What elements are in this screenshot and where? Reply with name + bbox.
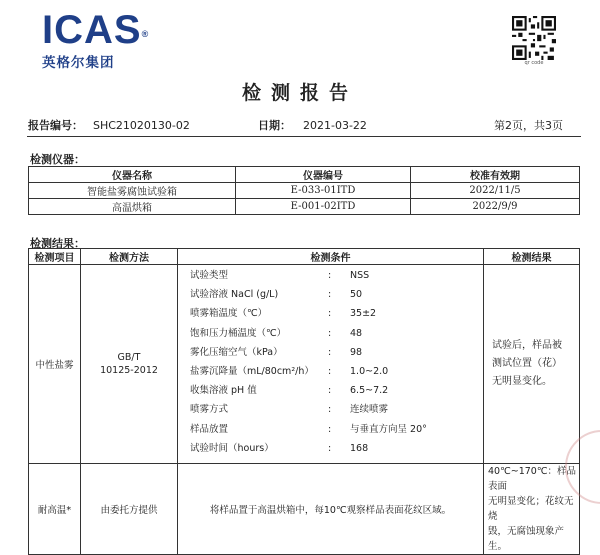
condition-label: 样品放置 [190, 423, 229, 435]
test-item-salt-spray: 中性盐雾 [29, 265, 81, 464]
test-condition-high-temp: 将样品置于高温烘箱中，每10℃观察样品表面花纹区域。 [178, 464, 484, 555]
condition-label: 雾化压缩空气（kPa） [190, 346, 283, 358]
column-header: 仪器编号 [236, 167, 411, 183]
condition-label: 试验溶液 NaCl (g/L) [190, 289, 279, 301]
table-row [29, 199, 580, 215]
condition-colon: : [328, 442, 332, 454]
table-row [29, 265, 580, 464]
condition-colon: : [328, 423, 332, 435]
condition-label: 饱和压力桶温度（℃） [190, 327, 287, 339]
test-conditions [178, 265, 484, 464]
condition-colon: : [328, 327, 332, 339]
condition-value: 连续喷雾 [350, 404, 389, 416]
test-item-high-temp: 耐高温* [29, 464, 81, 555]
condition-colon: : [328, 289, 332, 301]
condition-value: 35±2 [350, 308, 377, 320]
table-cell: 智能盐雾腐蚀试验箱 [29, 183, 236, 199]
page-title: 检测报告 [241, 82, 358, 104]
column-header: 仪器名称 [29, 167, 236, 183]
instruments-section-label: 检测仪器： [30, 153, 85, 166]
condition-label: 试验时间（hours） [190, 442, 274, 454]
instruments-table [28, 166, 580, 215]
condition-colon: : [328, 366, 332, 377]
condition-label: 喷雾方式 [190, 404, 229, 416]
column-header: 校准有效期 [411, 167, 580, 183]
column-header: 检测项目 [29, 249, 81, 265]
results-section-label: 检测结果： [30, 237, 85, 250]
table-row [29, 183, 580, 199]
condition-colon: : [328, 346, 332, 358]
condition-label: 喷雾箱温度（℃） [190, 308, 268, 320]
table-cell: 2022/11/5 [411, 183, 580, 199]
table-cell: 高温烘箱 [29, 199, 236, 215]
table-cell: 2022/9/9 [411, 199, 580, 215]
column-header: 检测结果 [484, 249, 580, 265]
condition-value: 与垂直方向呈 20° [350, 423, 427, 435]
column-header: 检测条件 [178, 249, 484, 265]
test-result-high-temp: 40℃~170℃：样品表面 无明显变化；花纹无烧 毁，无腐蚀现象产生。 [484, 464, 580, 555]
table-row [29, 464, 580, 555]
condition-colon: : [328, 385, 332, 397]
qr-code-icon [512, 16, 556, 60]
logo-sub-text: 英格尔集团 [42, 55, 115, 71]
condition-colon: : [328, 270, 332, 281]
test-result-salt-spray: 试验后，样品被测试位置（花）无明显变化。 [484, 265, 580, 464]
report-number: 报告编号： SHC21020130-02 [28, 119, 190, 132]
report-date: 日期： 2021-03-22 [258, 119, 367, 132]
condition-value: 6.5~7.2 [350, 385, 389, 397]
table-cell: E-001-02ITD [236, 199, 411, 215]
column-header: 检测方法 [81, 249, 178, 265]
results-table [28, 248, 580, 555]
table-cell: E-033-01ITD [236, 183, 411, 199]
condition-value: NSS [350, 270, 370, 281]
condition-value: 168 [350, 442, 369, 454]
condition-colon: : [328, 404, 332, 416]
test-method-high-temp: 由委托方提供 [81, 464, 178, 555]
company-logo [42, 10, 149, 71]
condition-value: 1.0~2.0 [350, 366, 389, 377]
test-method-salt-spray: GB/T 10125-2012 [81, 265, 178, 464]
condition-label: 收集溶液 pH 值 [190, 385, 257, 397]
divider [27, 136, 581, 137]
condition-value: 98 [350, 346, 363, 358]
qr-label: qr code [524, 60, 544, 66]
logo-main-text: ICAS® [42, 8, 150, 52]
condition-label: 试验类型 [190, 270, 229, 281]
condition-value: 48 [350, 327, 363, 339]
page-indicator: 第2页，共3页 [494, 119, 563, 132]
condition-label: 盐雾沉降量（mL/80cm²/h） [190, 366, 314, 377]
condition-colon: : [328, 308, 332, 320]
condition-value: 50 [350, 289, 363, 301]
